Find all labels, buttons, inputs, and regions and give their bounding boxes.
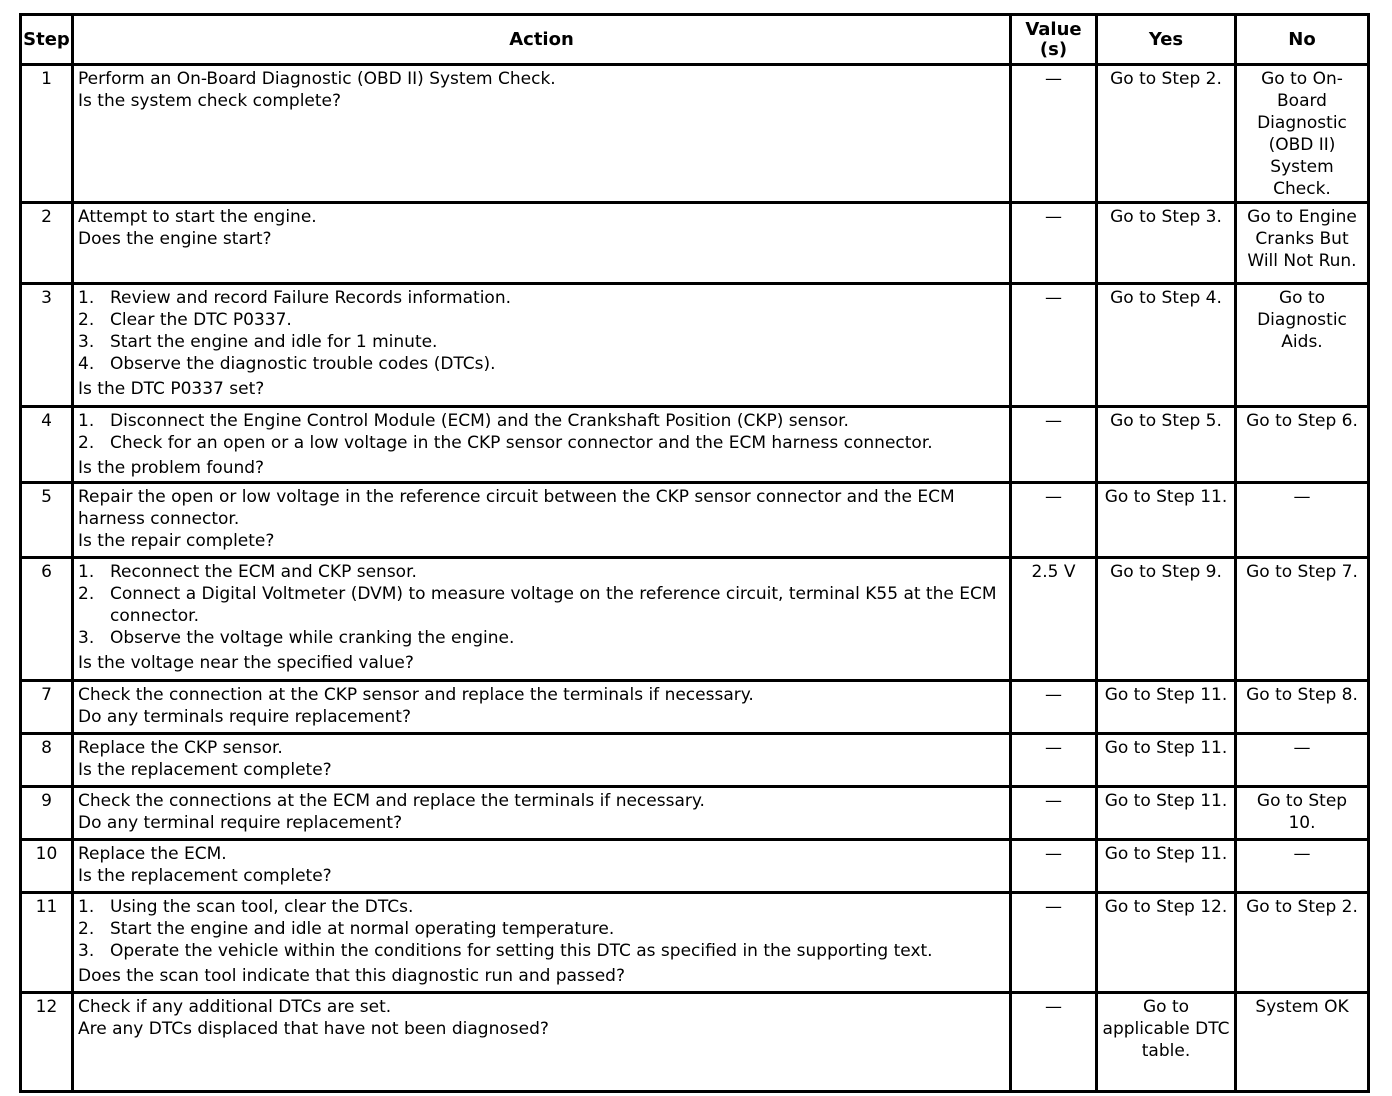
step-number: 11 — [22, 894, 71, 991]
no-cell: — — [1237, 841, 1367, 891]
yes-cell: Go to Step 4. — [1098, 285, 1234, 405]
action-step-item — [78, 627, 1005, 649]
step-number: 4 — [22, 408, 71, 481]
action-step-number: 1. — [78, 411, 95, 431]
action-step-number: 4. — [78, 354, 95, 374]
header-value: Value (s) — [1012, 16, 1095, 63]
action-step-text: Disconnect the Engine Control Module (ECM) and the Crankshaft Position (CKP) sensor. — [110, 411, 849, 431]
action-text: Check the connection at the CKP sensor and replace the terminals if necessary. — [78, 685, 754, 705]
table-row — [22, 484, 1367, 556]
action-step-item — [78, 896, 1005, 918]
action-step-text: Operate the vehicle within the conditions for setting this DTC as specified in the supporting text. — [110, 941, 933, 961]
yes-cell: Go to Step 11. — [1098, 735, 1234, 785]
action-step-list — [78, 896, 1005, 962]
value-cell: — — [1012, 994, 1095, 1090]
yes-cell: Go to Step 5. — [1098, 408, 1234, 481]
action-cell — [74, 66, 1009, 201]
no-cell: Go to Step 6. — [1237, 408, 1367, 481]
action-step-number: 1. — [78, 897, 95, 917]
yes-cell: Go to Step 12. — [1098, 894, 1234, 991]
step-number: 10 — [22, 841, 71, 891]
action-step-item — [78, 432, 1005, 454]
value-cell: — — [1012, 285, 1095, 405]
action-question: Does the engine start? — [78, 229, 272, 249]
action-step-list — [78, 410, 1005, 454]
action-step-item — [78, 331, 1005, 353]
table-row — [22, 994, 1367, 1090]
yes-cell: Go to applicable DTC table. — [1098, 994, 1234, 1090]
table-row — [22, 735, 1367, 785]
step-number: 3 — [22, 285, 71, 405]
action-question: Is the replacement complete? — [78, 760, 332, 780]
yes-cell: Go to Step 9. — [1098, 559, 1234, 679]
action-text: Perform an On-Board Diagnostic (OBD II) System Check. — [78, 69, 556, 89]
action-question: Is the voltage near the specified value? — [78, 653, 414, 673]
no-cell: Go to Engine Cranks But Will Not Run. — [1237, 204, 1367, 282]
value-cell: 2.5 V — [1012, 559, 1095, 679]
step-number: 7 — [22, 682, 71, 732]
action-step-item — [78, 583, 1005, 627]
action-text: Replace the ECM. — [78, 844, 227, 864]
no-cell: — — [1237, 735, 1367, 785]
action-cell — [74, 204, 1009, 282]
action-step-text: Start the engine and idle at normal operating temperature. — [110, 919, 615, 939]
action-question: Are any DTCs displaced that have not been diagnosed? — [78, 1019, 549, 1039]
no-cell: Go to Step 8. — [1237, 682, 1367, 732]
action-text: Check if any additional DTCs are set. — [78, 997, 392, 1017]
action-step-list — [78, 287, 1005, 375]
action-question: Do any terminal require replacement? — [78, 813, 403, 833]
action-step-text: Review and record Failure Records information. — [110, 288, 512, 308]
table-row — [22, 559, 1367, 679]
yes-cell: Go to Step 11. — [1098, 788, 1234, 838]
no-cell: Go to Step 2. — [1237, 894, 1367, 991]
table-row — [22, 682, 1367, 732]
action-cell — [74, 735, 1009, 785]
value-cell: — — [1012, 66, 1095, 201]
action-step-list — [78, 561, 1005, 649]
action-step-text: Reconnect the ECM and CKP sensor. — [110, 562, 417, 582]
value-cell: — — [1012, 682, 1095, 732]
value-cell: — — [1012, 788, 1095, 838]
yes-cell: Go to Step 3. — [1098, 204, 1234, 282]
action-question: Is the repair complete? — [78, 531, 275, 551]
action-step-text: Observe the diagnostic trouble codes (DTCs). — [110, 354, 496, 374]
action-cell — [74, 484, 1009, 556]
action-cell — [74, 994, 1009, 1090]
action-cell — [74, 408, 1009, 481]
step-number: 6 — [22, 559, 71, 679]
action-cell — [74, 894, 1009, 991]
no-cell: — — [1237, 484, 1367, 556]
header-action: Action — [74, 16, 1009, 63]
action-question: Do any terminals require replacement? — [78, 707, 411, 727]
yes-cell: Go to Step 11. — [1098, 682, 1234, 732]
action-text: Replace the CKP sensor. — [78, 738, 283, 758]
action-step-number: 2. — [78, 310, 95, 330]
action-step-text: Using the scan tool, clear the DTCs. — [110, 897, 414, 917]
action-step-number: 1. — [78, 288, 95, 308]
action-question: Does the scan tool indicate that this diagnostic run and passed? — [78, 966, 625, 986]
step-number: 9 — [22, 788, 71, 838]
value-cell: — — [1012, 484, 1095, 556]
step-number: 1 — [22, 66, 71, 201]
action-step-item — [78, 353, 1005, 375]
action-step-text: Clear the DTC P0337. — [110, 310, 292, 330]
action-cell — [74, 682, 1009, 732]
action-text: Attempt to start the engine. — [78, 207, 317, 227]
no-cell: Go to On-Board Diagnostic (OBD II) System Check. — [1237, 66, 1367, 201]
yes-cell: Go to Step 2. — [1098, 66, 1234, 201]
step-number: 8 — [22, 735, 71, 785]
table-row — [22, 285, 1367, 405]
action-step-number: 2. — [78, 584, 95, 604]
diagnostic-table — [19, 13, 1370, 1093]
action-step-number: 3. — [78, 628, 95, 648]
table-row — [22, 408, 1367, 481]
header-yes: Yes — [1098, 16, 1234, 63]
action-step-text: Observe the voltage while cranking the engine. — [110, 628, 515, 648]
table-row — [22, 788, 1367, 838]
value-cell: — — [1012, 841, 1095, 891]
action-step-item — [78, 410, 1005, 432]
table-row — [22, 204, 1367, 282]
action-cell — [74, 788, 1009, 838]
action-step-number: 1. — [78, 562, 95, 582]
header-step: Step — [22, 16, 71, 63]
action-step-item — [78, 287, 1005, 309]
action-step-item — [78, 309, 1005, 331]
value-cell: — — [1012, 408, 1095, 481]
step-number: 5 — [22, 484, 71, 556]
table-row — [22, 894, 1367, 991]
action-cell — [74, 285, 1009, 405]
action-text: Repair the open or low voltage in the reference circuit between the CKP sensor connector and the ECM harness connector. — [78, 487, 955, 529]
action-step-number: 3. — [78, 941, 95, 961]
step-number: 2 — [22, 204, 71, 282]
table-row — [22, 841, 1367, 891]
value-cell: — — [1012, 204, 1095, 282]
no-cell: Go to Step 10. — [1237, 788, 1367, 838]
action-step-text: Start the engine and idle for 1 minute. — [110, 332, 438, 352]
action-question: Is the problem found? — [78, 458, 265, 478]
action-question: Is the system check complete? — [78, 91, 342, 111]
action-step-item — [78, 561, 1005, 583]
action-step-item — [78, 940, 1005, 962]
step-number: 12 — [22, 994, 71, 1090]
action-text: Check the connections at the ECM and replace the terminals if necessary. — [78, 791, 705, 811]
action-cell — [74, 841, 1009, 891]
no-cell: Go to Step 7. — [1237, 559, 1367, 679]
action-question: Is the replacement complete? — [78, 866, 332, 886]
action-step-text: Connect a Digital Voltmeter (DVM) to measure voltage on the reference circuit, terminal K55 at the ECM connector. — [110, 584, 997, 626]
action-step-number: 3. — [78, 332, 95, 352]
no-cell: System OK — [1237, 994, 1367, 1090]
value-cell: — — [1012, 735, 1095, 785]
yes-cell: Go to Step 11. — [1098, 841, 1234, 891]
no-cell: Go to Diagnostic Aids. — [1237, 285, 1367, 405]
action-step-number: 2. — [78, 433, 95, 453]
header-no: No — [1237, 16, 1367, 63]
table-row — [22, 66, 1367, 201]
action-question: Is the DTC P0337 set? — [78, 379, 265, 399]
value-cell: — — [1012, 894, 1095, 991]
action-step-text: Check for an open or a low voltage in the CKP sensor connector and the ECM harness connector. — [110, 433, 933, 453]
action-step-item — [78, 918, 1005, 940]
action-cell — [74, 559, 1009, 679]
action-step-number: 2. — [78, 919, 95, 939]
header-row — [22, 16, 1367, 63]
yes-cell: Go to Step 11. — [1098, 484, 1234, 556]
